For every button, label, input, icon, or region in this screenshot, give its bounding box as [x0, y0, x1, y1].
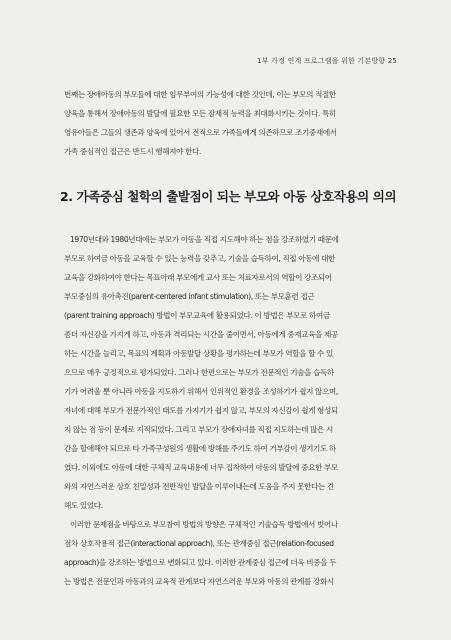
text-line: (parent training approach) 방법이 부모교육에 활용되었다. 이 방법은 부모로 하여금 [64, 311, 330, 320]
text-line: 영유아들은 그들의 생존과 양육에 있어서 전적으로 가족들에게 의존하므로 조기중재에서 [64, 128, 337, 137]
text-line: 해도 있었다. [64, 501, 103, 510]
running-header: 1부 가정 연계 프로그램을 위한 기본방향 25 [257, 57, 397, 65]
text-line: 기가 어려울 뿐 아니라 아동을 지도하기 위해서 인위적인 환경을 조성하기가 쉽지 않으며, [64, 387, 338, 396]
text-line: 와의 자연스러운 상호 친밀성과 전반적인 발달을 이루어내는데 도움을 주지 못한다는 견 [64, 482, 334, 491]
text-line: 부모로 하여금 아동을 교육할 수 있는 능력을 갖추고, 기술을 습득하여, 직접 아동에 대한 [64, 254, 335, 263]
text-line: 자녀에 대해 부모가 전문가적인 태도를 가지기가 쉽지 않고, 부모의 자신감이 쉽게 형성되 [64, 406, 338, 415]
text-line: 양육을 통해서 장애아동의 발달에 필요한 모든 잠재적 능력을 최대화시키는 것이다. 특히 [64, 109, 336, 118]
text-line: 하는 시간을 늘리고, 목표의 계획과 아동발달 상황을 평가하는데 부모가 역할을 할 수 있 [64, 349, 333, 358]
section-heading: 2. 가족중심 철학의 출발점이 되는 부모와 아동 상호작용의 의의 [60, 189, 397, 204]
text-line: 점차 상호작용적 접근(interactional approach), 또는 관계중심 접근(relation-focused [64, 539, 334, 548]
text-line: 간을 할애해야 되므로 타 가족구성원의 생활에 방해를 주기도 하여 거부감이 생기기도 하 [64, 444, 336, 453]
text-line: 였다. 이외에도 아동에 대한 구체적 교육내용에 너무 집착하여 아동의 발달에 중요한 부모 [64, 463, 338, 472]
text-line: 이러한 문제점을 바탕으로 부모참여 방법의 방향은 구체적인 기술습득 방법에서 벗어나 [70, 520, 338, 529]
text-line: 는 방법은 전문인과 아동과의 교육적 관계보다 자연스러운 부모와 아동의 관계를 강화시 [64, 577, 334, 586]
text-line: 좀더 자신감을 가지게 하고, 아동과 격리되는 시간을 줄이면서, 아동에게 중재교육을 제공 [64, 330, 338, 339]
text-line: 부모중심의 유아촉진(parent-centered infant stimulation), 또는 부모훈련 접근 [64, 292, 315, 301]
text-line: 으므로 매우 긍정적으로 평가되었다. 그러나 한편으로는 부모가 전문적인 기술을 습득하 [64, 368, 334, 377]
paragraph-intro [64, 85, 402, 161]
paragraph-main [64, 230, 402, 591]
text-line: 번째는 장애아동의 부모들에 대한 임무부여의 가능성에 대한 것인데, 이는 부모의 적절한 [64, 90, 336, 99]
text-line: approach)을 강조하는 방법으로 변화되고 있다. 이러한 관계중심 접근에 더욱 비중을 두 [64, 558, 337, 567]
text-line: 1970년대와 1980년대에는 부모가 아동을 직접 지도해야 하는 점을 강조하였기 때문에 [70, 235, 339, 244]
text-line: 교육을 강화하여야 한다는 목표아래 부모에게 교사 또는 치료자로서의 역할이 강조되어 [64, 273, 332, 282]
text-line: 가족 중심적인 접근은 반드시 행해져야 한다. [64, 147, 201, 156]
text-line: 지 않는 점 등이 문제로 지적되었다. 그리고 부모가 장애자녀를 직접 지도하는데 많은 시 [64, 425, 333, 434]
